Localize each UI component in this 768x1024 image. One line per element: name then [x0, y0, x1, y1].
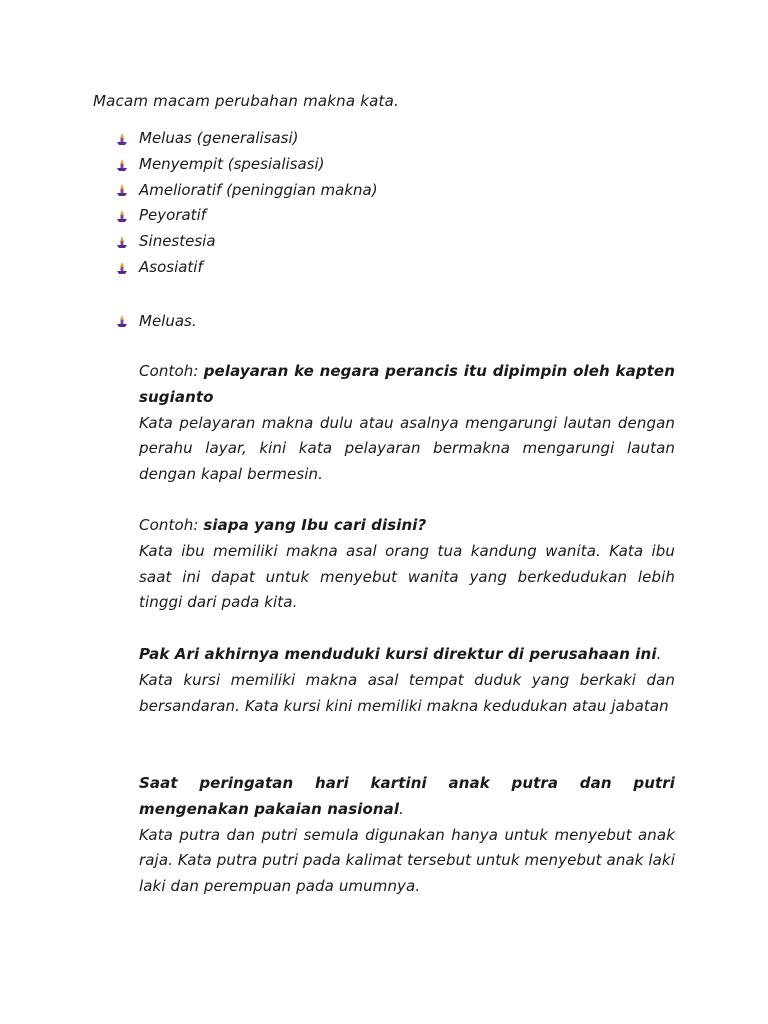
section-heading-label: Meluas. [139, 312, 197, 330]
list-item [115, 229, 378, 255]
list-item [115, 255, 378, 281]
example-block [139, 359, 675, 488]
example-block [139, 771, 675, 900]
example-explanation: Kata putra dan putri semula digunakan hanya untuk menyebut anak raja. Kata putra putri pada kalimat tersebut untuk menyebut anak laki laki dan perempuan pada umumnya. [139, 825, 675, 896]
example-sentence [139, 359, 675, 411]
list-item [115, 178, 378, 204]
section-heading [115, 309, 197, 333]
list-item-label: Menyempit (spesialisasi) [139, 154, 325, 173]
list-item-label: Asosiatif [139, 257, 203, 276]
list-item-label: Meluas (generalisasi) [139, 129, 299, 147]
candle-bullet-icon [115, 183, 129, 197]
change-type-list [115, 126, 378, 281]
example-block [139, 513, 675, 616]
example-prefix: Contoh: [139, 362, 204, 380]
candle-bullet-icon [115, 235, 129, 249]
example-sentence [139, 642, 675, 668]
list-item [115, 152, 378, 178]
example-explanation: Kata pelayaran makna dulu atau asalnya mengarungi lautan dengan perahu layar, kini kata pelayaran bermakna mengarungi lautan dengan kapal bermesin. [139, 413, 675, 484]
example-explanation: Kata kursi memiliki makna asal tempat duduk yang berkaki dan bersandaran. Kata kursi kini memiliki makna kedudukan atau jabatan [139, 670, 675, 715]
list-item-label: Peyoratif [139, 206, 207, 225]
example-sentence-text: Pak Ari akhirnya menduduki kursi direktur di perusahaan ini [139, 645, 657, 663]
candle-bullet-icon [115, 314, 129, 328]
list-item [115, 126, 378, 152]
candle-bullet-icon [115, 261, 129, 275]
example-sentence [139, 513, 675, 539]
example-sentence-text: pelayaran ke negara perancis itu dipimpin oleh kapten sugianto [139, 362, 675, 406]
example-explanation: Kata ibu memiliki makna asal orang tua kandung wanita. Kata ibu saat ini dapat untuk menyebut wanita yang berkedudukan lebih tinggi dari pada kita. [139, 541, 675, 612]
example-sentence-text: siapa yang Ibu cari disini? [203, 516, 427, 534]
example-sentence-text: Saat peringatan hari kartini anak putra dan putri mengenakan pakaian nasional [139, 774, 675, 818]
candle-bullet-icon [115, 209, 129, 223]
list-item-label: Amelioratif (peninggian makna) [139, 180, 378, 199]
list-item [115, 203, 378, 229]
example-prefix: Contoh: [139, 516, 204, 534]
list-item-label: Sinestesia [139, 232, 216, 251]
example-block [139, 642, 675, 719]
page-title: Macam macam perubahan makna kata. [93, 92, 399, 110]
example-suffix: . [656, 645, 662, 663]
candle-bullet-icon [115, 132, 129, 146]
example-sentence [139, 771, 675, 823]
example-suffix: . [399, 799, 405, 818]
candle-bullet-icon [115, 158, 129, 172]
